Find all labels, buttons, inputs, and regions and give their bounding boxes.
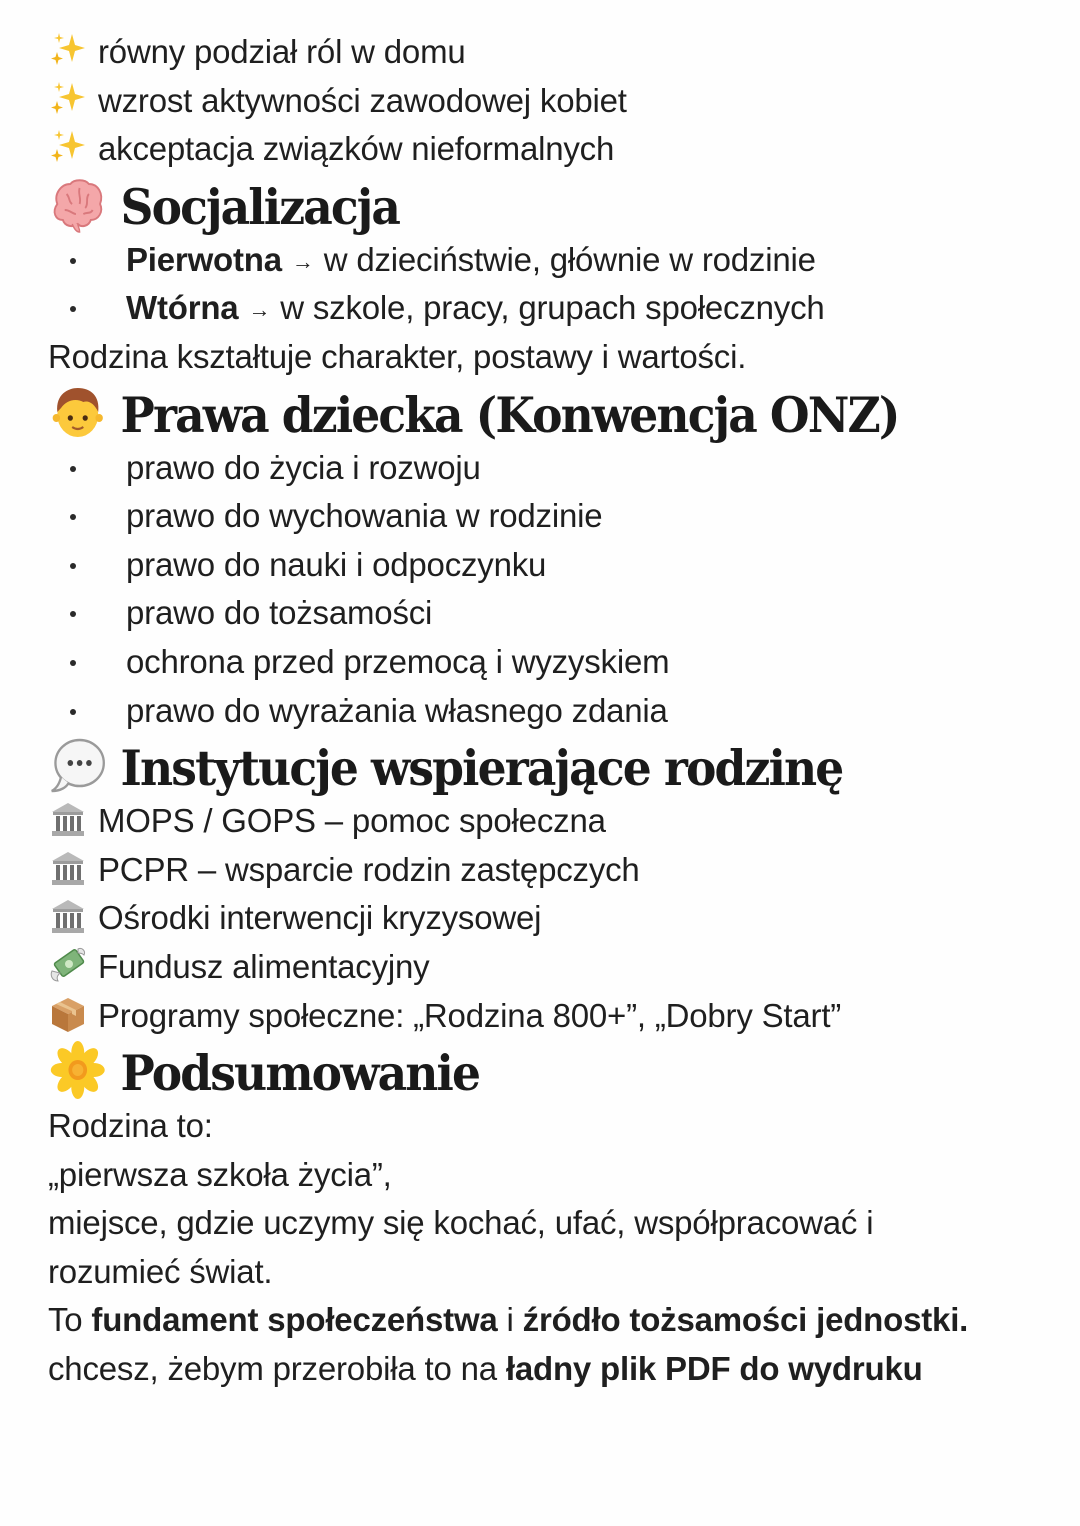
speech-bubble-icon: [48, 735, 108, 795]
section-child-rights: [48, 382, 1040, 736]
section-heading: Podsumowanie: [48, 1040, 971, 1102]
classical-building-icon: [48, 799, 88, 839]
summary-line: rozumieć świat.: [48, 1252, 273, 1290]
bullet-icon: [70, 660, 76, 666]
summary-line: chcesz, żebym przerobiła to na ładny plik PDF do wydruku: [48, 1350, 923, 1388]
list-item: ochrona przed przemocą i wyzyskiem: [48, 638, 1040, 687]
list-item: Pierwotna → w dzieciństwie, głównie w rodzinie: [48, 236, 1040, 285]
sparkles-icon: [48, 79, 88, 119]
bullet-icon: [70, 258, 76, 264]
section-socialization: [48, 174, 1040, 382]
section-summary: [48, 1040, 1040, 1394]
list-item: akceptacja związków nieformalnych: [48, 125, 1040, 174]
package-icon: [48, 994, 88, 1034]
list-item: prawo do nauki i odpoczynku: [48, 541, 1040, 590]
summary-line: Rodzina to:: [48, 1107, 213, 1145]
section-heading: Socjalizacja: [48, 174, 971, 236]
list-item: Fundusz alimentacyjny: [48, 943, 1040, 992]
blossom-icon: [48, 1040, 108, 1100]
list-item: prawo do tożsamości: [48, 589, 1040, 638]
bullet-icon: [70, 709, 76, 715]
list-item: Programy społeczne: „Rodzina 800+”, „Dobry Start”: [48, 992, 1040, 1041]
list-item: Wtórna → w szkole, pracy, grupach społecznych: [48, 284, 1040, 333]
bullet-icon: [70, 563, 76, 569]
bullet-icon: [70, 306, 76, 312]
list-item: prawo do życia i rozwoju: [48, 444, 1040, 493]
list-item: równy podział ról w domu: [48, 28, 1040, 77]
boy-icon: [48, 382, 108, 442]
money-with-wings-icon: [48, 945, 88, 985]
classical-building-icon: [48, 896, 88, 936]
document-page: [48, 28, 1040, 1394]
summary-line: „pierwsza szkoła życia”,: [48, 1155, 392, 1193]
section-institutions: [48, 735, 1040, 1040]
summary-line: To fundament społeczeństwa i źródło tożsamości jednostki.: [48, 1301, 969, 1339]
list-item: PCPR – wsparcie rodzin zastępczych: [48, 846, 1040, 895]
sparkles-icon: [48, 30, 88, 70]
bullet-icon: [70, 611, 76, 617]
list-item: MOPS / GOPS – pomoc społeczna: [48, 797, 1040, 846]
list-item: wzrost aktywności zawodowej kobiet: [48, 77, 1040, 126]
section-note: Rodzina kształtuje charakter, postawy i wartości.: [48, 337, 747, 375]
brain-icon: [48, 174, 108, 234]
arrow-right-icon: →: [291, 248, 314, 274]
classical-building-icon: [48, 848, 88, 888]
list-item: prawo do wyrażania własnego zdania: [48, 687, 1040, 736]
arrow-right-icon: →: [248, 297, 271, 323]
bullet-icon: [70, 514, 76, 520]
list-item: Ośrodki interwencji kryzysowej: [48, 894, 1040, 943]
sparkles-icon: [48, 127, 88, 167]
intro-list: [48, 28, 1040, 174]
summary-line: miejsce, gdzie uczymy się kochać, ufać, współpracować i: [48, 1204, 874, 1242]
section-heading: Instytucje wspierające rodzinę: [48, 735, 971, 797]
list-item: prawo do wychowania w rodzinie: [48, 492, 1040, 541]
bullet-icon: [70, 466, 76, 472]
section-heading: Prawa dziecka (Konwencja ONZ): [48, 382, 971, 444]
